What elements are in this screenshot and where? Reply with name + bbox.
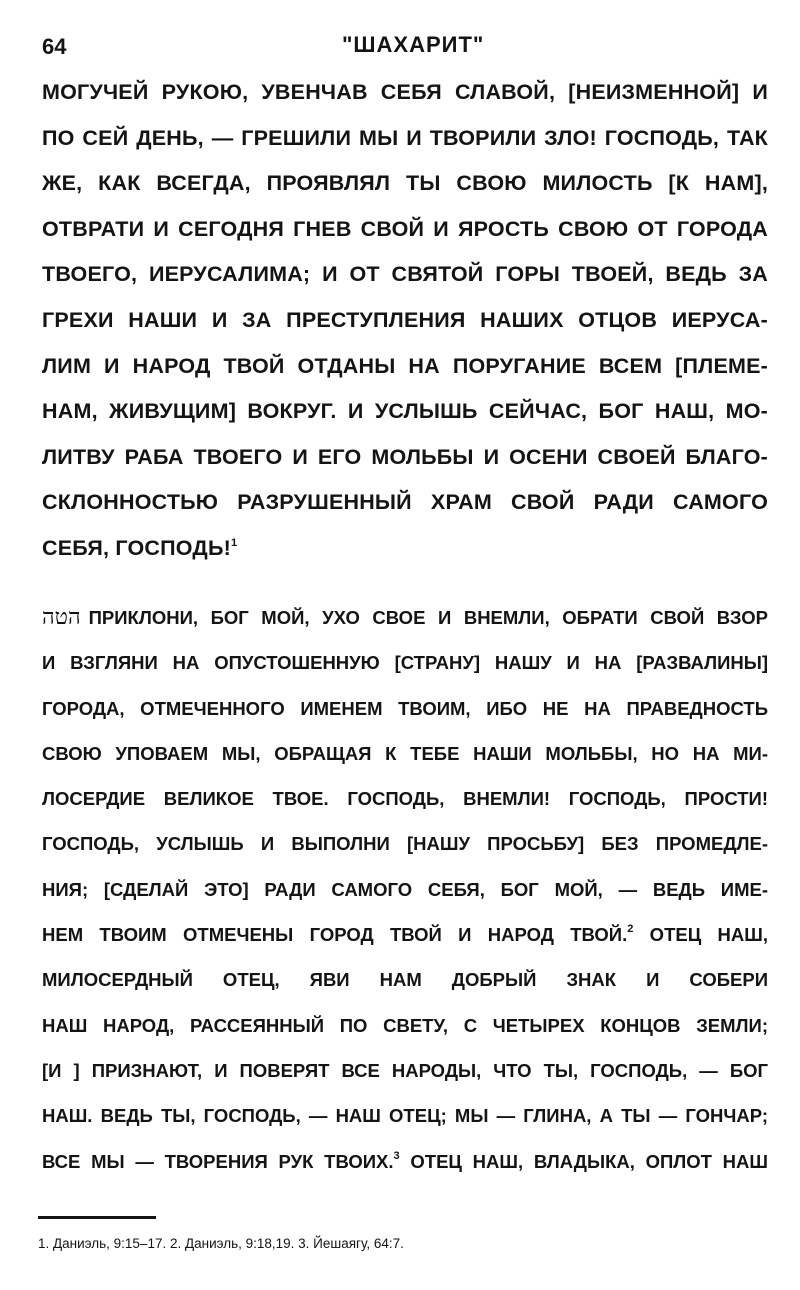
text-line: МОГУЧЕЙ РУКОЮ, УВЕНЧАВ СЕБЯ СЛАВОЙ, [НЕИЗМЕННОЙ] И (42, 80, 768, 104)
text-line (42, 530, 768, 576)
footnotes: 1. Даниэль, 9:15–17. 2. Даниэль, 9:18,19. 3. Йешаягу, 64:7. (38, 1236, 404, 1251)
page-header (42, 28, 764, 64)
text-line: ГОРОДА, ОТМЕЧЕННОГО ИМЕНЕМ ТВОИМ, ИБО НЕ НА ПРАВЕДНОСТЬ (42, 697, 768, 719)
footnote-divider (38, 1216, 156, 1219)
paragraph-2 (42, 600, 768, 1189)
text-line: И ВЗГЛЯНИ НА ОПУСТОШЕННУЮ [СТРАНУ] НАШУ И НА [РАЗВАЛИНЫ] (42, 652, 768, 674)
text-line: НИЯ; [СДЕЛАЙ ЭТО] РАДИ САМОГО СЕБЯ, БОГ МОЙ, — ВЕДЬ ИМЕ- (42, 878, 768, 900)
footnote-ref: 3 (393, 1149, 400, 1162)
line-text: НЕМ ТВОИМ ОТМЕЧЕНЫ ГОРОД ТВОЙ И НАРОД ТВОЙ. (42, 924, 628, 946)
text-line: ЛИМ И НАРОД ТВОЙ ОТДАНЫ НА ПОРУГАНИЕ ВСЕМ [ПЛЕМЕ- (42, 353, 768, 378)
text-line: ЖЕ, КАК ВСЕГДА, ПРОЯВЛЯЛ ТЫ СВОЮ МИЛОСТЬ [К НАМ], (42, 171, 768, 196)
text-line: ТВОЕГО, ИЕРУСАЛИМА; И ОТ СВЯТОЙ ГОРЫ ТВОЕЙ, ВЕДЬ ЗА (42, 262, 768, 287)
text-line: [И ] ПРИЗНАЮТ, И ПОВЕРЯТ ВСЕ НАРОДЫ, ЧТО ТЫ, ГОСПОДЬ, — БОГ (42, 1059, 768, 1081)
text-line: МИЛОСЕРДНЫЙ ОТЕЦ, ЯВИ НАМ ДОБРЫЙ ЗНАК И СОБЕРИ (42, 969, 768, 991)
text-line: ПО СЕЙ ДЕНЬ, — ГРЕШИЛИ МЫ И ТВОРИЛИ ЗЛО! ГОСПОДЬ, ТАК (42, 125, 768, 150)
text-line: ГРЕХИ НАШИ И ЗА ПРЕСТУПЛЕНИЯ НАШИХ ОТЦОВ ИЕРУСА- (42, 307, 768, 332)
line-text: ОТЕЦ НАШ, ВЛАДЫКА, ОПЛОТ НАШ (399, 1150, 768, 1172)
text-line (42, 600, 768, 645)
text-line: ЛОСЕРДИЕ ВЕЛИКОЕ ТВОЕ. ГОСПОДЬ, ВНЕМЛИ! ГОСПОДЬ, ПРОСТИ! (42, 788, 768, 810)
text-line: ГОСПОДЬ, УСЛЫШЬ И ВЫПОЛНИ [НАШУ ПРОСЬБУ] БЕЗ ПРОМЕДЛЕ- (42, 833, 768, 855)
footnote-ref: 2 (627, 923, 634, 936)
text-line: НАШ НАРОД, РАССЕЯННЫЙ ПО СВЕТУ, С ЧЕТЫРЕХ КОНЦОВ ЗЕМЛИ; (42, 1014, 768, 1036)
hebrew-incipit: הטה (42, 605, 81, 630)
line-text: ПРИКЛОНИ, БОГ МОЙ, УХО СВОЕ И ВНЕМЛИ, ОБРАТИ СВОЙ ВЗОР (88, 607, 768, 628)
text-line: НАШ. ВЕДЬ ТЫ, ГОСПОДЬ, — НАШ ОТЕЦ; МЫ — ГЛИНА, А ТЫ — ГОНЧАР; (42, 1105, 768, 1127)
text-line (42, 917, 768, 962)
text-line: СКЛОННОСТЬЮ РАЗРУШЕННЫЙ ХРАМ СВОЙ РАДИ САМОГО (42, 490, 768, 515)
paragraph-1 (42, 74, 768, 576)
line-text: СЕБЯ, ГОСПОДЬ! (42, 535, 231, 560)
text-line: СВОЮ УПОВАЕМ МЫ, ОБРАЩАЯ К ТЕБЕ НАШИ МОЛЬБЫ, НО НА МИ- (42, 742, 768, 764)
footnote-ref: 1 (230, 536, 238, 549)
running-title: "ШАХАРИТ" (342, 32, 485, 57)
line-text: ВСЕ МЫ — ТВОРЕНИЯ РУК ТВОИХ. (42, 1150, 394, 1172)
text-line: ОТВРАТИ И СЕГОДНЯ ГНЕВ СВОЙ И ЯРОСТЬ СВОЮ ОТ ГОРОДА (42, 216, 768, 241)
text-line (42, 1144, 768, 1189)
page-number: 64 (42, 34, 67, 59)
text-line: ЛИТВУ РАБА ТВОЕГО И ЕГО МОЛЬБЫ И ОСЕНИ СВОЕЙ БЛАГО- (42, 444, 768, 469)
text-line: НАМ, ЖИВУЩИМ] ВОКРУГ. И УСЛЫШЬ СЕЙЧАС, БОГ НАШ, МО- (42, 399, 768, 424)
line-text: ОТЕЦ НАШ, (633, 924, 768, 946)
